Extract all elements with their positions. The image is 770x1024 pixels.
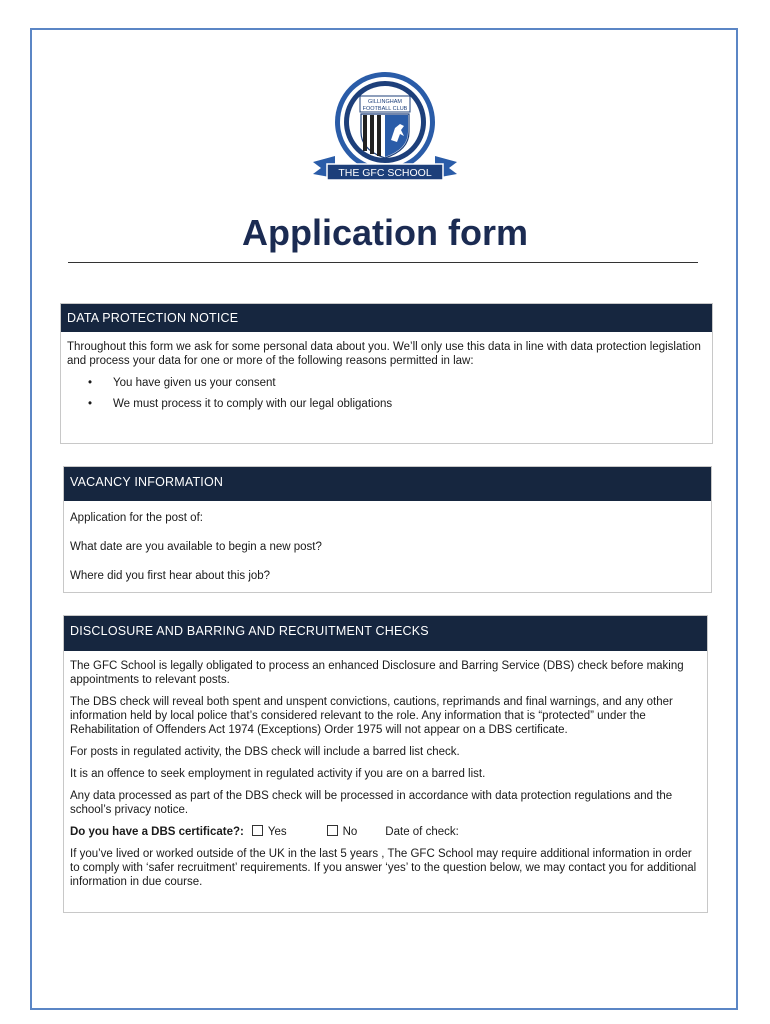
dbs-paragraph-2: The DBS check will reveal both spent and unspent convictions, cautions, reprimands and final warnings, and any other information held by local police that’s considered relevant to the role. Any information that is “protected” under the Rehabilitation of Offenders Act 1974 (Exceptions) Order 1975 will not appear on a DBS certificate. bbox=[70, 696, 673, 736]
crest-text-line1: GILLINGHAM bbox=[368, 99, 402, 105]
school-crest-logo bbox=[305, 70, 465, 188]
dbs-paragraph-6: If you’ve lived or worked outside of the UK in the last 5 years , The GFC School may require additional information in order to comply with ‘safer recruitment’ requirements. If you answer ‘yes’ to the question below, we may contact you for additional information in due course. bbox=[70, 848, 697, 888]
page-title: Application form bbox=[242, 212, 528, 253]
yes-checkbox[interactable] bbox=[252, 825, 263, 836]
no-checkbox[interactable] bbox=[327, 825, 338, 836]
data-protection-intro: Throughout this form we ask for some personal data about you. We’ll only use this data in line with data protection legislation and process your data for one or more of the following reasons permitted in law: bbox=[67, 341, 701, 367]
no-label: No bbox=[342, 826, 358, 838]
crest-ribbon-text: THE GFC SCHOOL bbox=[338, 167, 432, 179]
dbs-certificate-question bbox=[70, 825, 701, 839]
data-protection-header: DATA PROTECTION NOTICE bbox=[61, 304, 712, 332]
title-divider bbox=[68, 262, 698, 263]
dbs-paragraph-3: For posts in regulated activity, the DBS check will include a barred list check. bbox=[70, 746, 460, 758]
dbs-paragraph-1: The GFC School is legally obligated to process an enhanced Disclosure and Barring Service (DBS) check before making appointments to relevant posts. bbox=[70, 660, 684, 686]
available-date-label: What date are you available to begin a new post? bbox=[70, 541, 322, 553]
date-of-check-label: Date of check: bbox=[385, 826, 459, 838]
dbs-paragraph-4: It is an offence to seek employment in regulated activity if you are on a barred list. bbox=[70, 768, 486, 780]
dbs-paragraph-5: Any data processed as part of the DBS check will be processed in accordance with data protection regulations and the school’s privacy notice. bbox=[70, 790, 673, 816]
data-protection-reasons bbox=[67, 376, 706, 411]
dbs-header: DISCLOSURE AND BARRING AND RECRUITMENT CHECKS bbox=[64, 616, 707, 651]
list-item: • We must process it to comply with our legal obligations bbox=[67, 397, 706, 411]
yes-label: Yes bbox=[267, 826, 287, 838]
vacancy-header: VACANCY INFORMATION bbox=[64, 467, 711, 501]
job-source-label: Where did you first hear about this job? bbox=[70, 570, 271, 582]
vacancy-section bbox=[63, 466, 712, 593]
list-item: • You have given us your consent bbox=[67, 376, 706, 390]
dbs-yes-option[interactable] bbox=[252, 825, 287, 839]
post-applied-label: Application for the post of: bbox=[70, 512, 203, 524]
dbs-section bbox=[63, 615, 708, 913]
data-protection-section bbox=[60, 303, 713, 444]
crest-text-line2: FOOTBALL CLUB bbox=[362, 106, 408, 112]
dbs-question-label: Do you have a DBS certificate?: bbox=[70, 826, 244, 838]
dbs-no-option[interactable] bbox=[327, 825, 358, 839]
